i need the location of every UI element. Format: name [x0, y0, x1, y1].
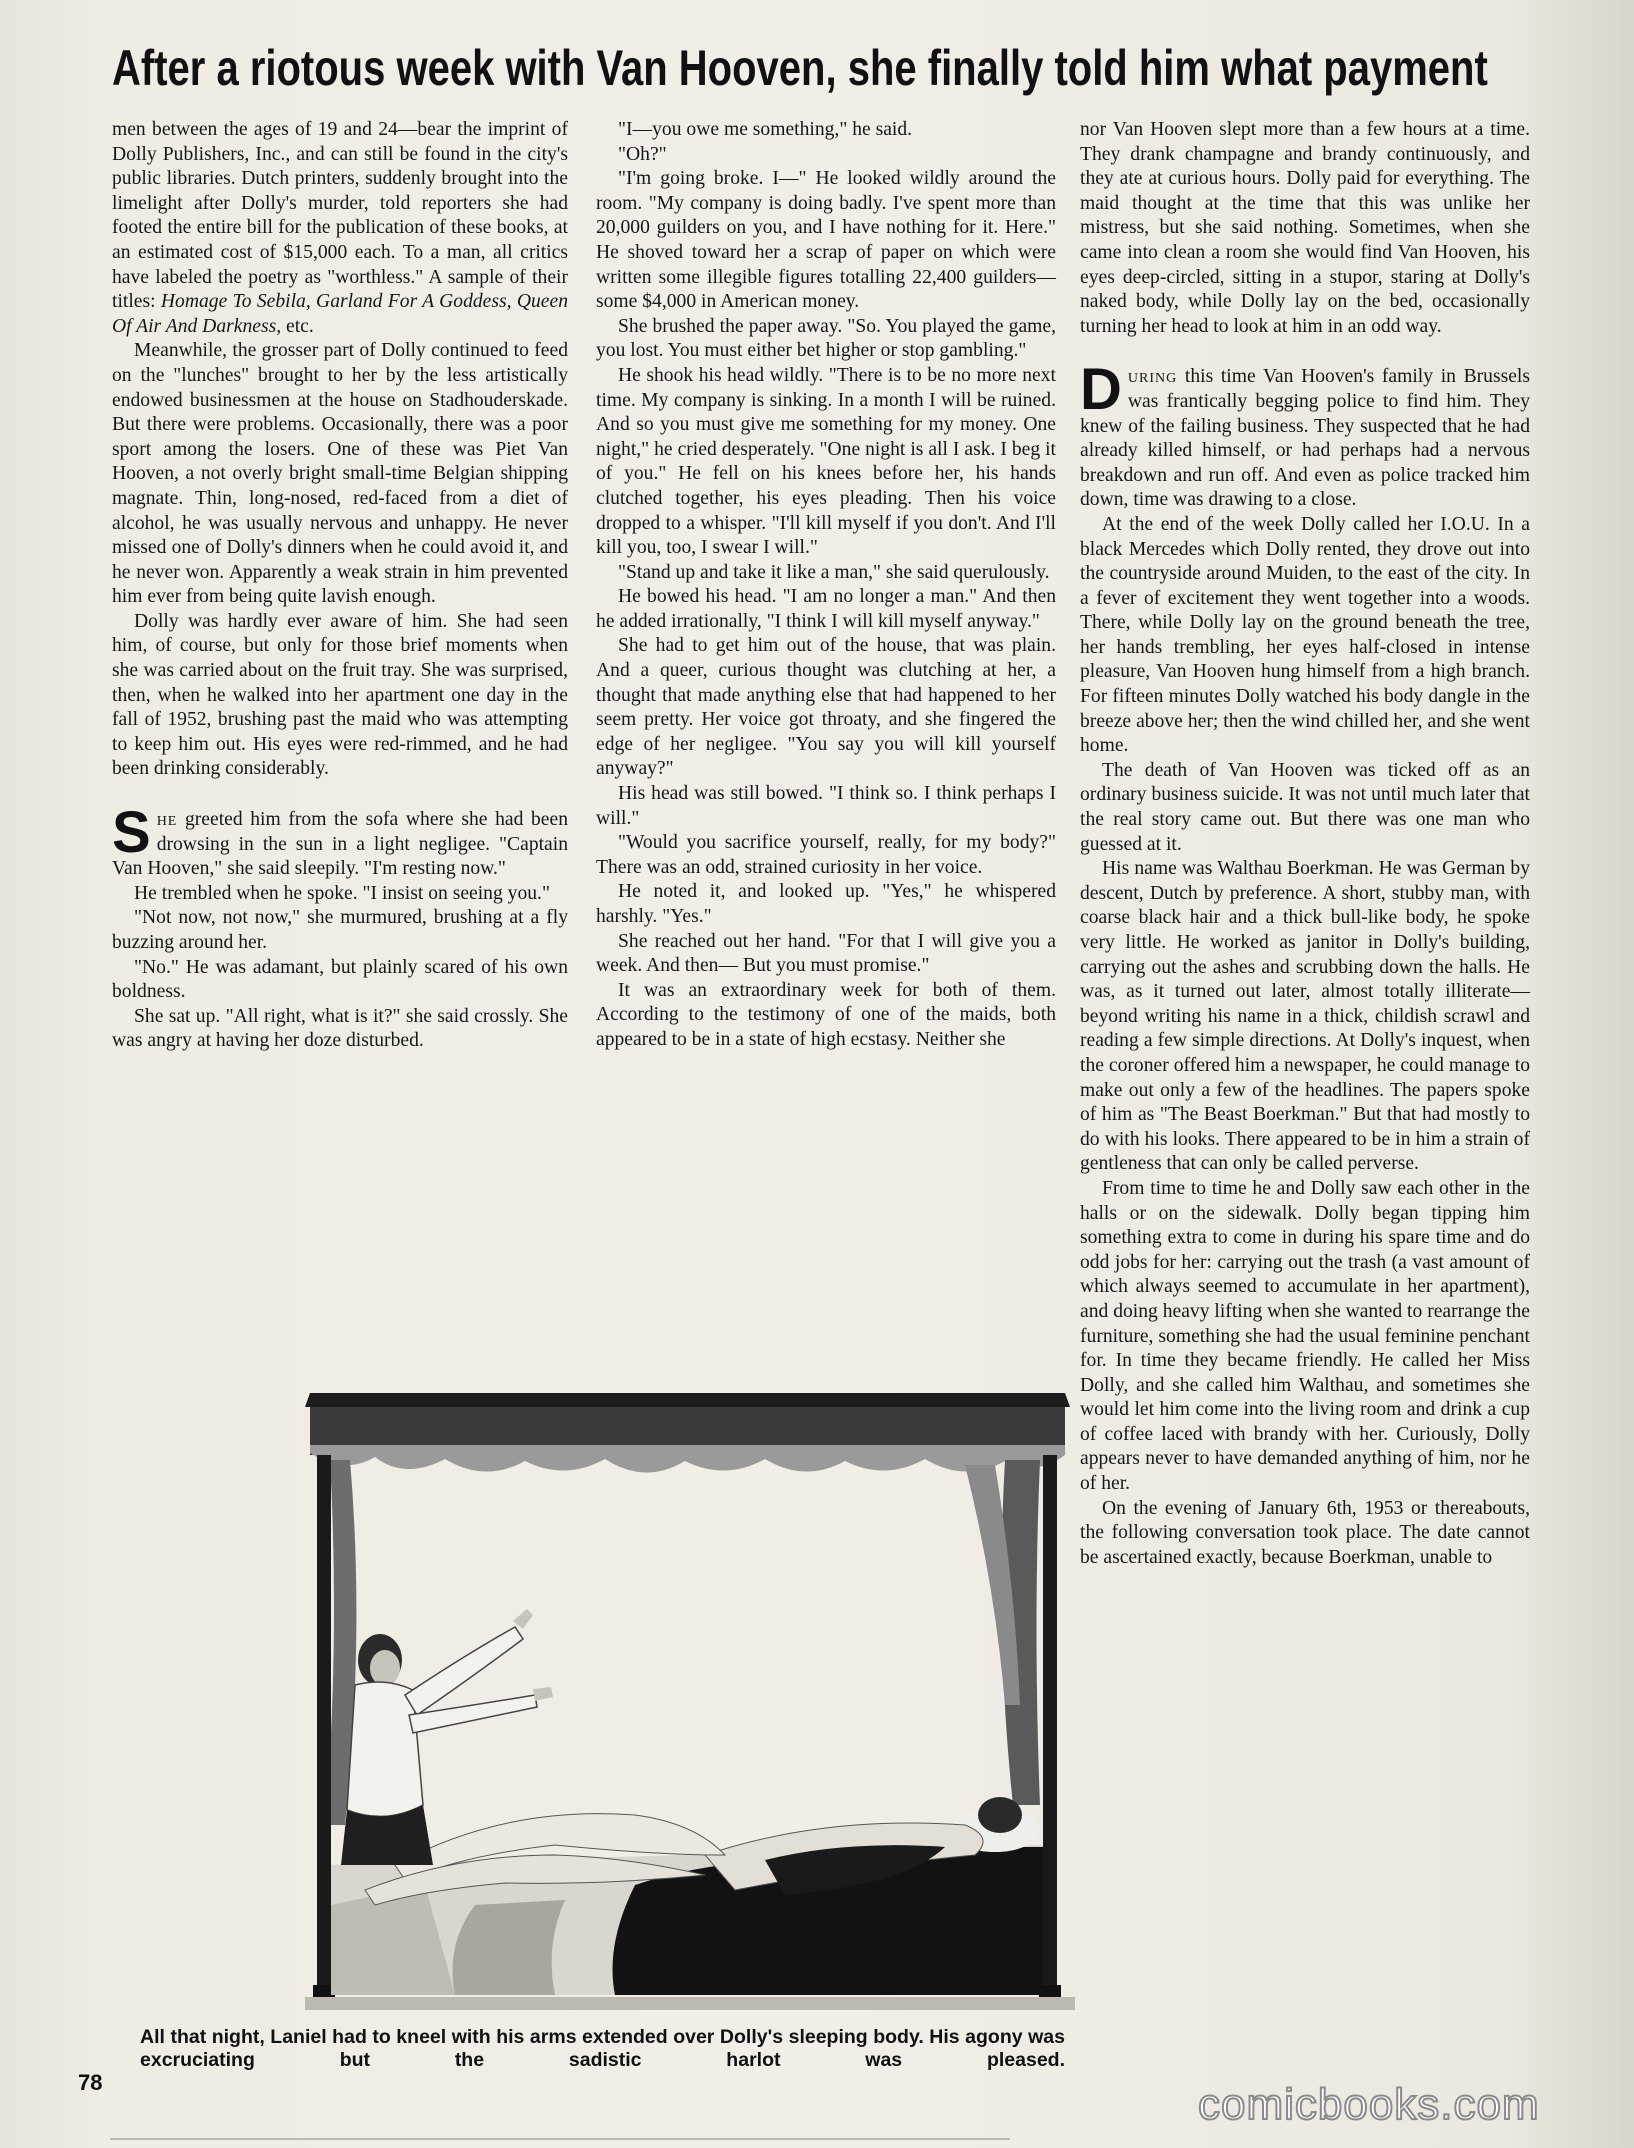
site-watermark: comicbooks.com: [1198, 2080, 1540, 2129]
paragraph-dropcap: She greeted him from the sofa where she had been drowsing in the sun in a light negligee. "Captain Van Hooven," she said sleepily. "I'm resting now.": [112, 800, 568, 880]
paragraph: men between the ages of 19 and 24—bear the imprint of Dolly Publishers, Inc., and can still be found in the city's public libraries. Dutch printers, suddenly brought into the limelight after Dolly's murder, told reporters she had footed the entire bill for the publication of these books, at an estimated cost of $15,000 each. To a man, all critics have labeled the poetry as "worthless." A sample of their titles: Homage To Sebila, Garland For A Goddess, Queen Of Air And Darkness, etc.: [112, 119, 568, 337]
paragraph: It was an extraordinary week for both of them. According to the testimony of one of the maids, both appeared to be in a state of high ecstasy. Neither she: [596, 979, 1056, 1050]
paragraph: "Not now, not now," she murmured, brushing at a fly buzzing around her.: [112, 907, 568, 953]
text-column-1: [112, 118, 568, 1358]
paragraph: From time to time he and Dolly saw each other in the halls or on the sidewalk. Dolly began tipping him something extra to come in during his spare time and do odd jobs for her: carrying out the trash (a vast amount of which always seemed to accumulate in her apartment), and doing heavy lifting when she wanted to rearrange the furniture, something she had the usual feminine penchant for. In time they became friendly. He called her Miss Dolly, and she called him Walthau, and sometimes she would let him come into the living room and drink a cup of coffee laced with brandy with her. Curiously, Dolly appears never to have demanded anything of him, nor he of her.: [1080, 1177, 1530, 1495]
paragraph: He noted it, and looked up. "Yes," he whispered harshly. "Yes.": [596, 881, 1056, 927]
paragraph: At the end of the week Dolly called her I.O.U. In a black Mercedes which Dolly rented, they drove out into the countryside around Muiden, to the east of the city. In a fever of excitement they went together into a woods. There, while Dolly lay on the ground beneath the tree, her hands trembling, her eyes half-closed in intense pleasure, Van Hooven hung himself from a high branch. For fifteen minutes Dolly watched his body dangle in the breeze above her; then the wind chilled her, and she went home.: [1080, 513, 1530, 757]
paragraph: She sat up. "All right, what is it?" she said crossly. She was angry at having her doze disturbed.: [112, 1005, 568, 1052]
paragraph: The death of Van Hooven was ticked off as an ordinary business suicide. It was not until much later that the real story came out. But there was one man who guessed at it.: [1080, 759, 1530, 855]
paragraph: "Oh?": [618, 143, 667, 165]
paragraph: Meanwhile, the grosser part of Dolly continued to feed on the "lunches" brought to her by the less artistically endowed businessmen at the house on Stadhouderskade. But there were problems. Occasionally, there was a poor sport among the losers. One of these was Piet Van Hooven, a not overly bright small-time Belgian shipping magnate. Thin, long-nosed, red-faced from a diet of alcohol, he was usually nervous and unhappy. He never missed one of Dolly's dinners when he could avoid it, and he never won. Apparently a weak strain in him prevented him ever from being quite lavish enough.: [112, 340, 568, 608]
paragraph: "I'm going broke. I—" He looked wildly around the room. "My company is doing badly. I've spent more than 20,000 guilders on you, and I have nothing for it. Here." He shoved toward her a scrap of paper on which were written some illegible figures totalling 22,400 guilders—some $4,000 in American money.: [596, 168, 1056, 313]
headline: After a riotous week with Van Hooven, she finally told him what payment: [112, 40, 1488, 96]
paragraph: On the evening of January 6th, 1953 or thereabouts, the following conversation took place. The date cannot be ascertained exactly, because Boerkman, unable to: [1080, 1497, 1530, 1568]
text-column-2: [596, 118, 1056, 1358]
bottom-rule: [110, 2138, 1010, 2140]
paragraph: She reached out her hand. "For that I will give you a week. And then— But you must promise.": [596, 930, 1056, 977]
page-number: 78: [78, 2070, 103, 2095]
drop-cap: S: [112, 800, 151, 866]
paragraph: He shook his head wildly. "There is to be no more next time. My company is sinking. In a month I will be ruined. And so you must give me something for my money. One night," he cried desperately. "One night is all I ask. I beg it of you." He fell on his knees before her, his hands clutched together, his eyes pleading. Then his voice dropped to a whisper. "I'll kill myself if you don't. And I'll kill you, too, I swear I will.": [596, 364, 1056, 559]
paragraph: His head was still bowed. "I think so. I think perhaps I will.": [596, 783, 1056, 829]
four-poster-bed-illustration: [305, 1385, 1075, 2010]
illustration-caption: All that night, Laniel had to kneel with his arms extended over Dolly's sleeping body. His agony was excruciating but the sadistic harlot was pleased.: [140, 2026, 1065, 2071]
paragraph: He trembled when he spoke. "I insist on seeing you.": [134, 882, 550, 904]
text-column-3: [1080, 118, 1530, 2048]
paragraph: "Would you sacrifice yourself, really, for my body?" There was an odd, strained curiosity in her voice.: [596, 832, 1056, 878]
paragraph: nor Van Hooven slept more than a few hours at a time. They drank champagne and brandy continuously, and they ate at curious hours. Dolly paid for everything. The maid thought at the time that this was unlike her mistress, but she said nothing. Sometimes, when she came into clean a room she would find Van Hooven, his eyes deep-circled, sitting in a stupor, staring at Dolly's naked body, while Dolly lay on the bed, occasionally turning her head to look at him in an odd way.: [1080, 119, 1530, 337]
paragraph: "I—you owe me something," he said.: [618, 119, 913, 140]
paragraph: "Stand up and take it like a man," she said querulously.: [618, 561, 1050, 583]
paragraph: Dolly was hardly ever aware of him. She had seen him, of course, but only for those brief moments when she was carried about on the fruit tray. She was surprised, then, when he walked into her apartment one day in the fall of 1952, brushing past the maid who was attempting to keep him out. His eyes were red-rimmed, and he had been drinking considerably.: [112, 610, 568, 780]
drop-cap: D: [1080, 357, 1122, 423]
paragraph: His name was Walthau Boerkman. He was German by descent, Dutch by preference. A short, stubby man, with coarse black hair and a thick bull-like body, he spoke very little. He worked as janitor in Dolly's building, carrying out the ashes and scrubbing down the halls. He was, as it turned out later, almost totally illiterate—beyond writing his name in a thick, childish scrawl and reading a few simple directions. At Dolly's inquest, when the coroner offered him a newspaper, he could manage to make out only a few of the headlines. The papers spoke of him as "The Beast Boerkman." But that had mostly to do with his looks. There appeared to be in him a strain of gentleness that can only be called perverse.: [1080, 858, 1530, 1175]
paragraph: She brushed the paper away. "So. You played the game, you lost. You must either bet higher or stop gambling.": [596, 315, 1056, 362]
paragraph: "No." He was adamant, but plainly scared of his own boldness.: [112, 956, 568, 1003]
paragraph-dropcap: During this time Van Hooven's family in Brussels was frantically begging police to find him. They knew of the failing business. They suspected that he had already killed himself, or had perhaps had a nervous breakdown and run off. And even as police tracked him down, time was drawing to a close.: [1080, 357, 1530, 511]
paragraph: She had to get him out of the house, that was plain. And a queer, curious thought was clutching at her, a thought that made anything else that had happened to her seem pretty. Her voice got throaty, and she fingered the edge of her negligee. "You say you will kill yourself anyway?": [596, 635, 1056, 780]
paragraph: He bowed his head. "I am no longer a man." And then he added irrationally, "I think I will kill myself anyway.": [596, 586, 1056, 632]
